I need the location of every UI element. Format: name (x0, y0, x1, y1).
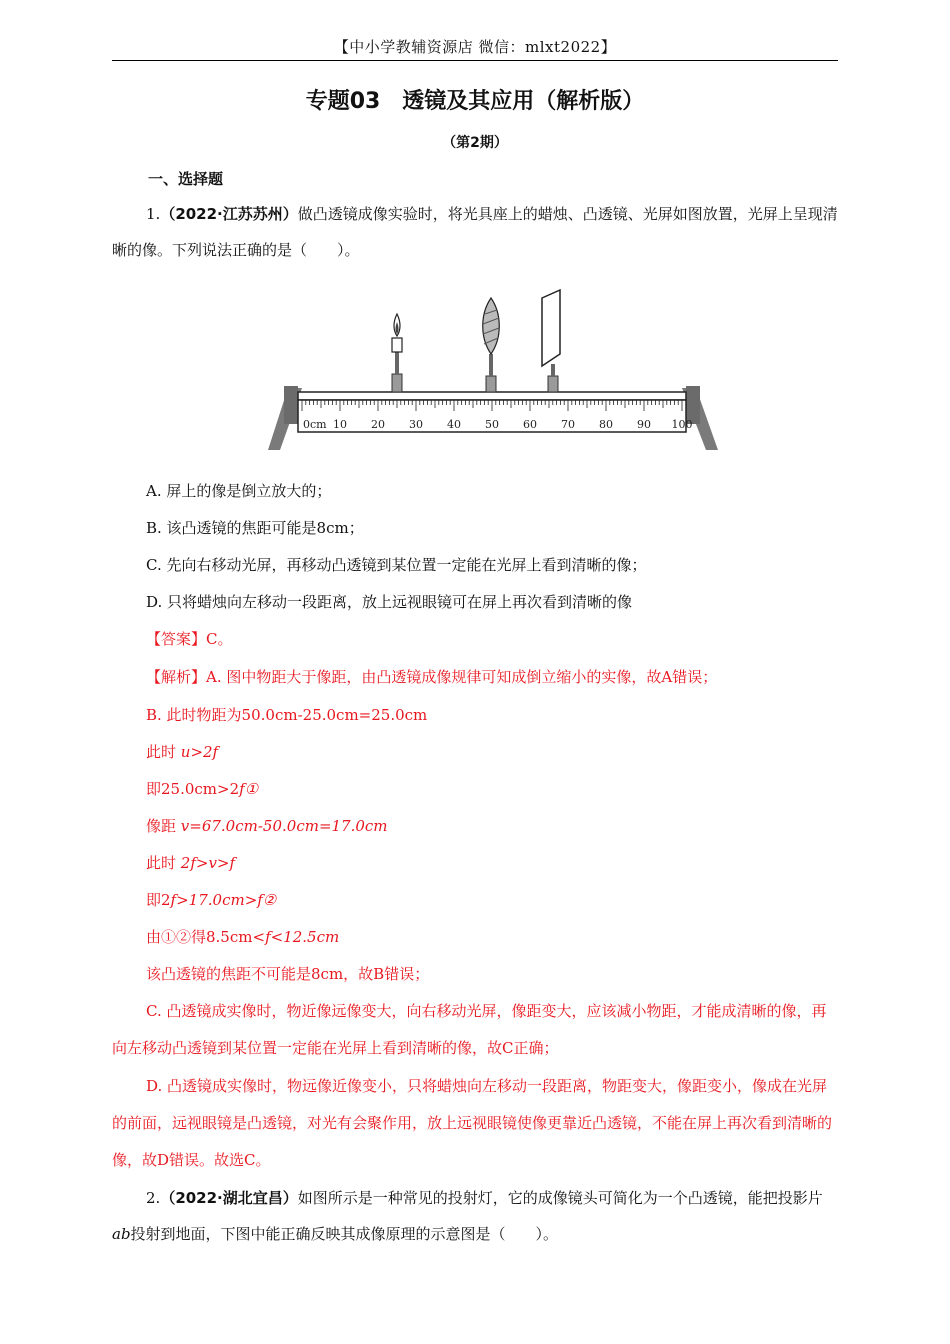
ruler-label: 100 (671, 418, 693, 431)
analysis-b-1: B. 此时物距为50.0cm-25.0cm=25.0cm (146, 706, 428, 724)
answer-line (146, 628, 233, 649)
page-subtitle: （第2期） (442, 135, 508, 151)
ruler-label: 70 (561, 418, 575, 431)
analysis-label: 【解析】 (146, 668, 207, 686)
analysis-b-7-prefix: 由①②得8.5cm< (146, 928, 266, 946)
question-source: （2022·江苏苏州） (160, 205, 298, 223)
page-header: 【中小学教辅资源店 微信：mlxt2022】 (333, 38, 617, 56)
analysis-b-2 (146, 741, 218, 762)
question-2 (112, 1180, 838, 1252)
candle (392, 314, 402, 392)
analysis-c: C. 凸透镜成实像时，物近像远像变大，向右移动光屏，像距变大，应该减小物距，才能成清晰的像，再向左移动凸透镜到某位置一定能在光屏上看到清晰的像，故C正确； (112, 1002, 827, 1057)
convex-lens (483, 298, 500, 392)
option-c: C. 先向右移动光屏，再移动凸透镜到某位置一定能在光屏上看到清晰的像； (146, 556, 647, 574)
ruler-label: 30 (409, 418, 423, 431)
option-d: D. 只将蜡烛向左移动一段距离，放上远视眼镜可在屏上再次看到清晰的像 (146, 593, 633, 611)
question-text-2: 投射到地面，下图中能正确反映其成像原理的示意图是（ ）。 (130, 1225, 559, 1243)
ruler-label: 40 (447, 418, 461, 431)
analysis-b-4 (146, 815, 388, 836)
ruler-label: 10 (333, 418, 347, 431)
analysis-b-7-expr: f<12.5cm (265, 928, 340, 946)
answer-value: C。 (206, 630, 233, 648)
analysis-b-7 (146, 926, 339, 947)
analysis-b-3 (146, 778, 258, 799)
question-number: 2. (146, 1189, 161, 1207)
analysis-b-5-expr: 2f>v>f (180, 854, 236, 872)
question-variable: ab (112, 1225, 131, 1243)
ruler-label: 80 (599, 418, 613, 431)
optical-bench-figure (262, 280, 722, 455)
section-heading: 一、选择题 (148, 170, 224, 188)
analysis-b-2-expr: u>2f (180, 743, 219, 761)
analysis-b-8: 该凸透镜的焦距不可能是8cm，故B错误； (146, 965, 430, 983)
question-text: 做凸透镜成像实验时，将光具座上的蜡烛、凸透镜、光屏如图放置，光屏上呈现清晰的像。下列说法正确的是（ ）。 (112, 205, 838, 259)
page-title: 专题03 透镜及其应用（解析版） (305, 89, 645, 114)
ruler-label: 60 (523, 418, 537, 431)
analysis-b-3-expr: f① (239, 780, 259, 798)
analysis-b-5 (146, 852, 235, 873)
question-1 (112, 196, 838, 268)
analysis-b-6 (146, 889, 276, 910)
ruler-label: 50 (485, 418, 499, 431)
header-divider (112, 60, 838, 61)
ruler-label: 20 (371, 418, 385, 431)
option-b: B. 该凸透镜的焦距可能是8cm； (146, 519, 364, 537)
analysis-a (146, 666, 717, 687)
option-a: A. 屏上的像是倒立放大的； (146, 482, 332, 500)
analysis-b-4-expr: v=67.0cm-50.0cm=17.0cm (180, 817, 388, 835)
ruler-label: 90 (637, 418, 651, 431)
answer-label: 【答案】 (146, 630, 207, 648)
question-number: 1. (146, 205, 161, 223)
analysis-d: D. 凸透镜成实像时，物远像近像变小，只将蜡烛向左移动一段距离，物距变大，像距变小，像成在光屏的前面，远视眼镜是凸透镜，对光有会聚作用，放上远视眼镜使像更靠近凸透镜，不能在屏上再次看到清晰的像，故D错误。故选C。 (112, 1077, 833, 1169)
analysis-b-6-prefix: 即2 (146, 891, 171, 909)
analysis-b-5-prefix: 此时 (146, 854, 181, 872)
analysis-b-3-prefix: 即25.0cm>2 (146, 780, 240, 798)
left-end-block (284, 386, 298, 424)
analysis-a-text: A. 图中物距大于像距，由凸透镜成像规律可知成倒立缩小的实像，故A错误； (206, 668, 718, 686)
rail (298, 392, 686, 400)
question-text-1: 如图所示是一种常见的投射灯，它的成像镜头可简化为一个凸透镜，能把投影片 (297, 1189, 823, 1207)
analysis-b-4-prefix: 像距 (146, 817, 181, 835)
analysis-b-6-expr: f>17.0cm>f② (170, 891, 277, 909)
light-screen (542, 290, 560, 392)
analysis-b-2-prefix: 此时 (146, 743, 181, 761)
ruler-label: 0cm (303, 418, 327, 431)
question-source: （2022·湖北宜昌） (160, 1189, 298, 1207)
